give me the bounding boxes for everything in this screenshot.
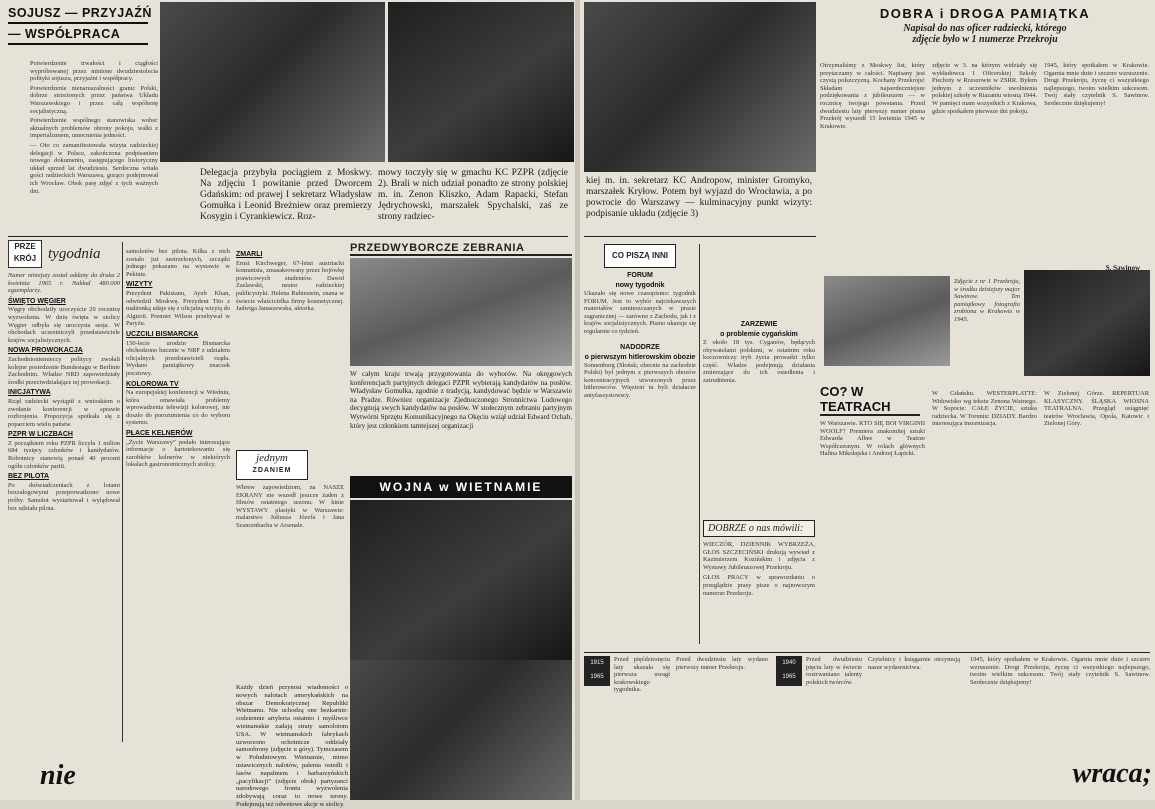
dobra-photo-caption: Zdjęcie z nr 1 Przekroju, w środku dzisiejszy major Sawinow. Ten pamiątkowy fotografia zrobiona w Krakowie w 1945. <box>954 278 1020 323</box>
obozie-subheading: o pierwszym hitlerowskim obozie <box>584 353 696 361</box>
divider-top <box>8 236 568 237</box>
copisza-column <box>584 240 696 640</box>
ad1-year2: 1965 <box>590 674 604 680</box>
wojna-header <box>350 476 572 498</box>
dobrze-label: DOBRZE o nas mówili: <box>703 520 815 537</box>
dobra-title: DOBRA i DROGA PAMIĄTKA <box>879 6 1091 21</box>
wojna-heading: WOJNA w WIETNAMIE <box>379 480 543 494</box>
tygodnia-column <box>8 240 120 780</box>
dobra-subtitle-1: Napisał do nas oficer radziecki, którego <box>903 23 1067 34</box>
photo-election-meeting <box>350 258 572 366</box>
swieto-heading: ŚWIĘTO WĘGIER <box>8 297 66 305</box>
zmarli-block <box>236 248 344 448</box>
ad2-text1: Przed dwudziestu pięciu laty w świecie roztrwaniano talenty polskich twórców. <box>806 656 862 686</box>
nowa-text: Zachodnioniemieccy politycy zwołali kolejne posiedzenie Bundestagu w Berlinie Zachodnim. Władze NRD zapowiedziały środki przeciwdziałające tej prowokacji. <box>8 355 120 386</box>
ad2-text2: Czytelnicy i księgarnie otrzymują nasze wydawnictwa. <box>868 656 960 671</box>
intro-p4: — Oto co zamanifestowała wizyta radzieckiej delegacji w Polsce, zakończona podpisaniem nowego dokumentu, zastępującego historyczny układ sprzed lat dwudziestu. Serdeczna witała gości radzieckich Warszawa, gorąco podejmował ich Wrocław. Obok parę zdjęć z tych ważnych dni. <box>30 141 158 195</box>
zmarli-heading: ZMARLI <box>236 251 263 258</box>
forum-text: Ukazało się nowe czasopismo: tygodnik FORUM. Jest to wybór najciekawszych materiałów zamieszczanych w prasie zagranicznej — zarówno z Zachodu, jak i z krajów socjalistycznych. Pismo ukazuje się regularnie co tydzień. <box>584 290 696 335</box>
zmarli-text: Ernst Kirchweger, 67-letni austriacki komunista, zmasakrowany przez bojówkę prawicowych studentów. Dawid Zaslawski, nestor radzieckiej publicystyki. Helena Rubinstein, znana w świecie właścicielka firmy kosmetycznej. Jadwiga Janaszewska, aktorka. <box>236 259 344 313</box>
pzpr-text: Z początkiem roku PZPR liczyła 1 milion 684 tysięcy członków i kandydatów. Robotnicy stanowią ponad 40 procent ogółu członków partii. <box>8 439 120 470</box>
tygodnia-logo-top: PRZE <box>14 242 36 251</box>
bottom-right-filler <box>970 656 1150 746</box>
kolorowa-tv-heading: KOLOROWA TV <box>126 380 179 388</box>
photo-caption-a: Delegacja przybyła pociągiem z Moskwy. Na zdjęciu 1 powitanie przed Dworcem Gdańskim: od prawej I sekretarz Władysław Gomułka i Leonid Breżniew oraz premierzy Kosygin i Cyrankiewicz. Roz- <box>200 168 372 222</box>
dobra-col2: zdjęcie w 3. na którym widziały się wykładowca I Oficerskiej Szkoły Piechoty w Rzeszowie w ZSRR. Byłem jednym z uczestników uwolnienia polskiej szkoły w Riazaniu wiosną 1944. W pamięci mam wszystkich z Krakowa, gdzie spotkałem pierwsze dni pokoju. <box>932 62 1037 115</box>
header-title-line1: SOJUSZ — PRZYJAŹŃ <box>8 6 152 20</box>
pzpr-heading: PZPR W LICZBACH <box>8 431 73 439</box>
bez-pilota-text: Po doświadczeniach z lotami bezzałogowymi przeprowadzono nowe próby. Samolot wystartował i wylądował bez udziału pilota. <box>8 481 120 512</box>
przedwyborcze-caption: W całym kraju trwają przygotowania do wyborów. Na okręgowych konferencjach partyjnych delegaci PZPR wybierają kandydatów na posłów. Władysław Gomułka, zgodnie z tradycją, kandydować będzie w Warszawie na Pradze. Równiez organizacje Zjednoczonego Stronnictwa Ludowego decygnują swych kandydatów na posłów. W stołecznym zebraniu partyjnym Wytwórni Sprzętu Komunikacyjnego na Okęciu wziął udział Edward Ochab, który jest członkiem tamtejszej organizacji <box>350 370 572 430</box>
nowa-heading: NOWA PROWOKACJA <box>8 347 83 355</box>
wojna-caption: Każdy dzień przynosi wiadomości o nowych nalotach amerykańskich na obszar Demokratycznej Republiki Wietnamu. Nie uchodzą one bezkarnie: codziennie artyleria ostatnio i myśliwce wietnamskie zadają straty samolotom USA. W wietnamskich fabrykach uzworzono ochotnicze oddziały samoobrony (zdjęcie u góry). Tymczasem w Południowym Wietnamie, mimo ustawicznych nalotów, palenia osiedli i lasów napalmem i barbarzyńskich „pacyfikacji” (zdjęcie obok) partyzanci narodowego frontu wyzwolenia zdobywają coraz to nowe tereny. Podejmują też odwetowe akcje w stolicy. <box>236 684 348 808</box>
uczcili-heading: UCZCILI BISMARCKA <box>126 330 199 338</box>
ad-block-2 <box>776 656 962 756</box>
divider-col1 <box>122 242 123 742</box>
obozie-text: Sonnenburg (Słońsk; obecnie na zachodzie Polski) był jednym z pierwszych obozów koncentracyjnych utworzonych przez hitlerowców. Więzieni tu byli działacze antyfaszystowscy. <box>584 361 696 399</box>
footer-word-right: wraca; <box>1072 758 1152 789</box>
tygodnia-logo-bottom: KRÓJ <box>13 254 37 263</box>
zarzewie-column <box>703 248 815 518</box>
ad2-year1: 1940 <box>782 660 796 666</box>
photo-caption-b: mowy toczyły się w gmachu KC PZPR (zdjęcie 2). Brali w nich udział ponadto ze strony polskiej m. in. Zenon Kliszko, Adam Rapacki, Stefan Jędrychowski, marszałek Spychalski, zaś ze strony radziec- <box>378 168 568 222</box>
intro-p2: Potwierdzenie nienaruszalności granic Polski, dobrze strzeżonych przez państwa Układu Warszawskiego i przez całą wspólnotę socjalistyczną. <box>30 84 158 115</box>
photo-kc-pzpr-talks <box>388 2 574 162</box>
photo-signing-treaty <box>584 2 816 172</box>
bottom-right-text: 1945, który spotkałem w Krakowie. Ogarnia mnie duże i szczere wzruszenie. Drogi Przekroju, życzę ci wszystkiego najlepszego, twoim wielkim sukcesom. Twój stały czytelnik S. Sawinow. Serdecznie dziękujemy! <box>970 656 1150 686</box>
copisza-logo: CO PISZĄ INNI <box>604 244 676 268</box>
intro-text <box>30 60 158 230</box>
teatrach-col1: W Warszawie. KTO SIĘ BOI VIRGINII WOOLF? Premiera znakomitej sztuki Edwarda Albee w Teatrze Współczesnym. W rolach głównych Halina Mikołajska i Andrzej Łapicki. <box>820 420 925 458</box>
place-kelnerow-heading: PŁACE KELNERÓW <box>126 430 193 438</box>
inicjatywa-text: Rząd radziecki wystąpił z wnioskiem o zwołanie konferencji w sprawie rozbrojenia. Propozycja spotkała się z poparciem wielu państw. <box>8 397 120 428</box>
samolotow-text: samolotów bez pilota. Kilka z nich zostało już zestrzelonych, szczątki jednego pokazano na wystawie w Pekinie. <box>126 248 230 278</box>
tygodnia-meta: Numer niniejszy został oddany do druku 2 kwietnia 1965 r. Nakład 480.000 egzemplarzy. <box>8 272 120 295</box>
kolorowa-tv-text: Na europejskiej konferencji w Wiedniu, która omawiała problemy wprowadzenia telewizji kolorowej, nie doszło do porozumienia co do wyboru systemu. <box>126 389 230 427</box>
footer-word-left: nie <box>40 760 76 791</box>
dobra-col3: 1945, który spotkałem w Krakowie. Ogarnia mnie duże i szczere wzruszenie. Drogi Przekroju, życzę ci wszystkiego najlepszego, twoim wielkim sukcesom. Twój stały czytelnik S. Sawinow. Serdecznie dziękujemy! <box>1044 62 1149 107</box>
inicjatywa-heading: INICJATYWA <box>8 389 51 397</box>
zarzewie-subheading: o problemie cygańskim <box>720 331 798 338</box>
dobrze-block <box>703 520 815 650</box>
zarzewie-heading: ZARZEWIE <box>740 321 778 328</box>
header-block <box>8 6 158 56</box>
ad-block-1 <box>584 656 770 756</box>
tygodnia-logo <box>8 240 42 268</box>
dobrze-wieczor: WIECZÓR, DZIENNIK WYBRZEŻA, GŁOS SZCZECIŃSKI drukują wywiad z Kazimierzem Kozińskim i zdjęcia z Wystawy Jubileuszowej Przekroju. <box>703 541 815 571</box>
wizyty-text: Prezydent Pakistanu, Ayub Khan, odwiedził Moskwę. Prezydent Tito z małżonką udaje się z oficjalną wizytą do Algierii. Premier Wilson przebywał w Paryżu. <box>126 289 230 328</box>
ad2-year2: 1965 <box>782 674 796 680</box>
intro-p3: Potwierdzenie wspólnego stanowiska wobec aktualnych problemów obrony pokoju, walki z imperializmem, umocnienia jedności. <box>30 117 158 140</box>
tygodnia-script: tygodnia <box>48 245 101 262</box>
ad2-badge <box>776 656 802 686</box>
wizyty-heading: WIZYTY <box>126 281 153 289</box>
dobra-signature: S. Sawinow <box>1105 264 1140 272</box>
jednym-logo-top: jednym <box>256 452 288 464</box>
intro-p1: Potwierdzenie trwałości i ciągłości wypróbowanej przez minione dwudziestolecia polityki sojuszu, przyjaźni i współpracy. <box>30 60 158 83</box>
ad1-text2: Przed dwudziestu laty wydano pierwszy numer Przekroju. <box>676 656 768 671</box>
dobra-col1: Otrzymaliśmy z Moskwy list, który przytaczamy w całości. Napisany jest czystą polszczyzną. Kochany Przekroju! Składam najserdeczniejsze podziękowania z jubileuszem — w rocznicę twojego powstania. Przed dwudziestu laty pierwszy numer pisma Przekrój wyszedł 15 kwietnia 1945 w Krakowie. <box>820 62 925 130</box>
swieto-text: Węgry obchodziły uroczyście 20 rocznicę wyzwolenia. W dniu święta w stolicy Węgier odbyła się uroczysta sesja. W obchodach uczestniczyli przedstawiciele krajów socjalistycznych. <box>8 306 120 344</box>
middle-column <box>126 248 230 768</box>
photo-vietnam-factory <box>350 500 572 660</box>
divider-right-top <box>584 236 816 237</box>
ad1-badge <box>584 656 610 686</box>
teatrach-col3: W Zielonej Górze. REPERTUAR KLASYCZNY. ŚLĄSKA WIOSNA TEATRALNA. Przegląd osiągnięć teatrów Wrocławia, Opola, Katowic i Zielonej Góry. <box>1044 390 1149 428</box>
ad1-year1: 1915 <box>590 660 604 666</box>
dobra-subtitle-2: zdjęcie było w 1 numerze Przekroju <box>912 34 1058 45</box>
header-title-line2: — WSPÓŁPRACA <box>8 27 121 41</box>
divider-right-bottom <box>584 652 1150 653</box>
jednym-logo <box>236 450 308 480</box>
przedwyborcze-heading: PRZEDWYBORCZE ZEBRANIA <box>350 242 572 256</box>
dobrze-cilos: GŁOS PRACY w sprawozdaniu o przeglądzie prasy pisze o najnowszym numerze Przekroju. <box>703 574 815 597</box>
ad1-text1: Przed pięćdziesięciu laty ukazała się pierwsza uwagi krakowskiego tygodnika. <box>614 656 670 694</box>
photo-officer-portrait <box>1024 270 1150 376</box>
forum-subheading: nowy tygodnik <box>615 282 665 289</box>
dobra-header <box>820 6 1150 58</box>
photo-station-welcome <box>160 2 385 162</box>
nadodrze-heading: NADODRZE <box>620 343 660 351</box>
forum-heading: FORUM <box>627 272 653 279</box>
jednym-zdaniem-block <box>236 450 344 680</box>
teatrach-col2: W Gdańsku. WESTERPLATTE: Widowisko wg tekstu Zenona Ważnego. W Sopocie: CAŁE ŻYCIE, sztuka radziecka. W Toruniu: DZIADY. Bardzo interesująca inscenizacja. <box>932 390 1037 428</box>
place-kelnerow-text: „Życie Warszawy” podało interesujące informacje o kartotekowaniu się zarobków kelnerów w niektórych lokalach gastronomicznych stolicy. <box>126 438 230 469</box>
photo-soviet-officer <box>824 276 950 366</box>
jednym-logo-bottom: ZDANIEM <box>252 467 292 474</box>
jednym-text: Wbrew zapowiedziom, na NASZE EKRANY nie wszedł jeszcze żaden z filmów ostatniego sezonu. W kinie WYSTAWY plastyki w Warszawie: malarstwo Juliusza Józefa i Jana Szancenbacha w Arsenale. <box>236 484 344 529</box>
zarzewie-text: Z około 18 tys. Cyganów, będących obywatelami polskimi, w ostatnim roku koczowniczy tryb życia prowadzi tylko część. Władze podejmują działania zmierzające do ich osiedlenia i zatrudnienia. <box>703 339 815 384</box>
teatrach-header <box>820 384 920 416</box>
caption-signing: kiej m. in. sekretarz KC Andropow, minister Gromyko, marszałek Kryłow. Potem był wyjazd do Wrocławia, a po powrocie do Warszawy — kulminacyjny punkt wizyty: podpisanie układu (zdjęcie 3) <box>586 176 812 219</box>
teatrach-heading: CO? W TEATRACH <box>820 384 891 414</box>
uczcili-text: 150-lecie urodzin Bismarcka obchodzono hucznie w NRF z udziałem oficjalnych przedstawicieli rządu. Wydano pamiątkowy znaczek pocztowy. <box>126 339 230 377</box>
right-page <box>580 0 1155 800</box>
divider-right-col <box>699 244 700 644</box>
left-page <box>0 0 575 808</box>
photo-vietnam-pacification <box>350 660 572 800</box>
bez-pilota-heading: BEZ PILOTA <box>8 473 50 481</box>
